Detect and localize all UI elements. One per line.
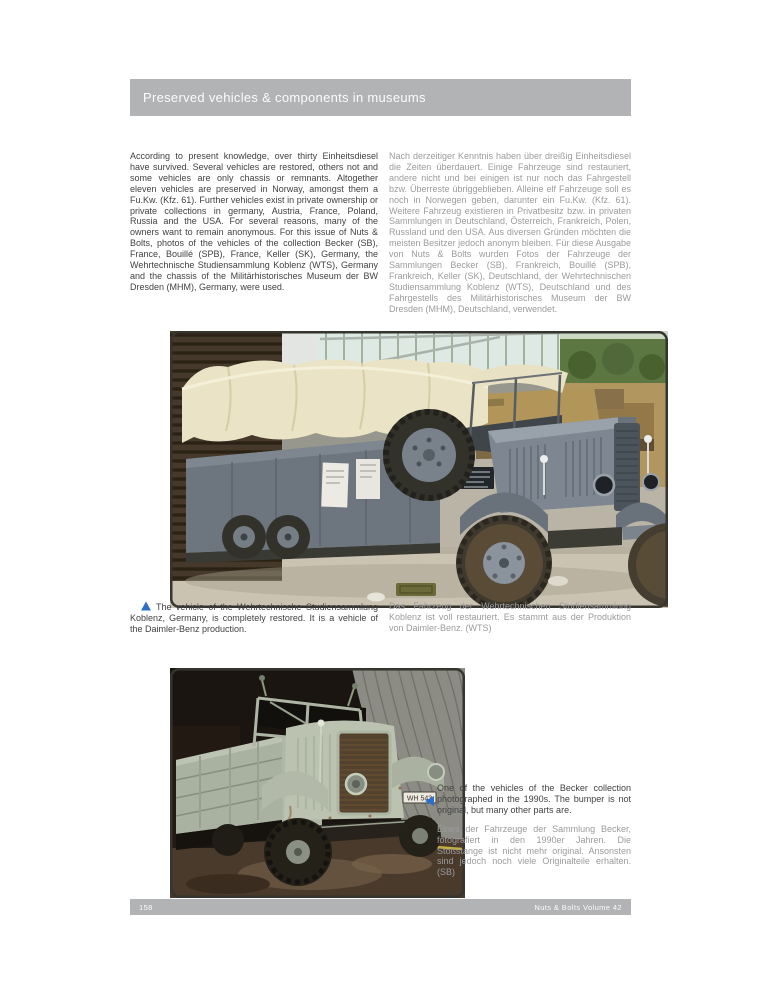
triangle-left-icon — [425, 796, 434, 806]
section-title: Preserved vehicles & components in museums — [143, 90, 426, 105]
caption1-english-text: The vehicle of the Wehrtechnische Studiensammlung Koblenz, Germany, is completely restored. It is a vehicle of the Daimler-Benz production. — [130, 602, 378, 634]
section-header-bar — [130, 79, 631, 116]
intro-paragraphs — [130, 151, 631, 315]
shed-truck-illustration — [170, 668, 465, 898]
caption1 — [130, 601, 631, 635]
triangle-up-icon — [141, 602, 151, 611]
caption1-english — [130, 601, 378, 635]
museum-truck-illustration — [170, 331, 668, 608]
intro-text-english: According to present knowledge, over thirty Einheitsdiesel have survived. Several vehicles are restored, others not and some vehicles are only chassis or remnants. Altogether eleven vehicles are preserved in Norway, amongst them a Fu.Kw. (Kfz. 61). Further vehicles exist in private ownership or private collections in germany, Austria, France, Poland, Russia and the USA. For several reasons, many of the owners want to remain anonymous. For this issue of Nuts & Bolts, photos of the vehicles of the collection Becker (SB), France, Bouillé (SPB), France, Keller (SK), Germany, the Wehrtechnische Studiensammlung Koblenz (WTS), Germany and the chassis of the Militärhistorisches Museum der BW Dresden (MHM), Germany, were used. — [130, 151, 378, 292]
footer-bar — [130, 899, 631, 915]
caption2-german: Eines der Fahrzeuge der Sammlung Becker, fotografiert in den 1990er Jahren. Die Stoßstange ist nicht mehr original. Ansonsten sind jedoch noch viele Originalteile erhalten. (SB) — [437, 823, 631, 878]
license-plate-text: WH 543 — [406, 795, 433, 803]
photo-museum-truck — [170, 331, 668, 608]
volume-label: Nuts & Bolts Volume 42 — [534, 902, 622, 912]
caption2-english: One of the vehicles of the Becker collection photographed in the 1990s. The bumper is not original, but many other parts are. — [437, 783, 631, 815]
caption2 — [437, 783, 631, 878]
page-number: 158 — [139, 902, 153, 912]
caption1-german: Das Fahrzeug der Wehrtechnischen Studiensammlung Koblenz ist voll restauriert. Es stammt aus der Produktion von Daimler-Benz. (WTS) — [389, 601, 631, 633]
intro-text-german: Nach derzeitiger Kenntnis haben über dreißig Einheitsdiesel die Zeiten überdauert. Einige Fahrzeuge sind restauriert, andere nicht und bei einigen ist nur noch das Fahrgestell bzw. Überreste übriggeblieben. Alleine elf Fahrzeuge soll es noch in Norwegen geben, darunter ein Fu.Kw. (Kfz. 61). Weitere Fahrzeug existieren in Privatbesitz bzw. in privaten Sammlungen in Deutschland, Österreich, Frankreich, Polen, Russland und den USA. Aus diversen Gründen möchten die meisten Besitzer jedoch anonym bleiben. Für diese Ausgabe von Nuts & Bolts wurden Fotos der Fahrzeuge der Sammlungen Becker (SB), Frankreich, Bouillé (SPB), Frankreich, Keller (SK), Deutschland, der Wehrtechnischen Studiensammlung Koblenz (WTS), Deutschland und des Fahrgestells des Militärhistorisches Museum der BW Dresden (MHM), Deutschland, verwendet. — [389, 151, 631, 314]
photo-shed-truck — [170, 668, 465, 898]
